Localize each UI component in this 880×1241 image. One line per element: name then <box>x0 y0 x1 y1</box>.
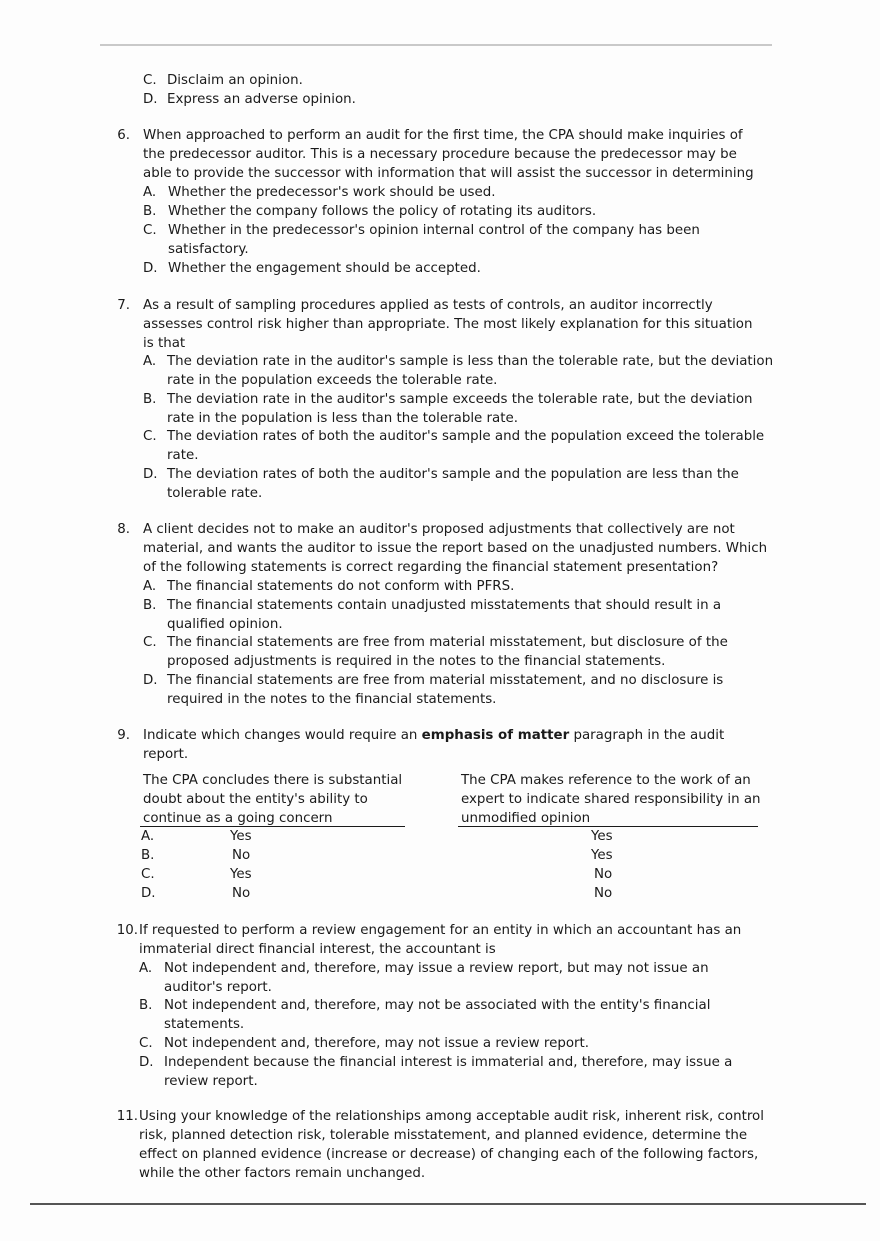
column-1-header-line: doubt about the entity's ability to <box>143 792 368 807</box>
option-text: The deviation rates of both the auditor's sample and the population are less than the <box>167 467 739 482</box>
option-text: qualified opinion. <box>167 617 283 632</box>
question-stem-line: A client decides not to make an auditor's proposed adjustments that collectively are not <box>143 522 735 537</box>
option-letter: B. <box>143 392 157 407</box>
column-1-header-line: The CPA concludes there is substantial <box>143 773 403 788</box>
question-stem-line <box>143 727 724 746</box>
column-2-header-line: expert to indicate shared responsibility in an <box>461 792 761 807</box>
option-letter: A. <box>143 185 157 200</box>
option-letter: B. <box>143 598 157 613</box>
row-col2-value: Yes <box>591 829 613 844</box>
option-letter: B. <box>139 998 153 1013</box>
question-stem-line: the predecessor auditor. This is a necessary procedure because the predecessor may be <box>143 147 737 162</box>
option-text: Disclaim an opinion. <box>167 73 303 88</box>
option-text: Whether the predecessor's work should be used. <box>168 185 496 200</box>
question-number: 8. <box>117 522 130 537</box>
option-text: The financial statements are free from material misstatement, but disclosure of the <box>167 635 728 650</box>
column-1-header-line: continue as a going concern <box>143 811 333 826</box>
column-2-header-line: unmodified opinion <box>461 811 591 826</box>
question-stem-line: immaterial direct financial interest, the accountant is <box>139 942 496 957</box>
footer-rule <box>30 1203 866 1205</box>
question-stem-line: When approached to perform an audit for the first time, the CPA should make inquiries of <box>143 128 743 143</box>
option-text: The financial statements contain unadjusted misstatements that should result in a <box>167 598 722 613</box>
column-1-underline <box>140 826 405 827</box>
question-stem-line: effect on planned evidence (increase or decrease) of changing each of the following factors, <box>139 1147 759 1162</box>
option-text: satisfactory. <box>168 242 249 257</box>
row-col1-value: No <box>232 848 251 863</box>
option-text: The financial statements are free from material misstatement, and no disclosure is <box>167 673 724 688</box>
question-stem-line: while the other factors remain unchanged. <box>139 1166 426 1181</box>
option-text: Whether the company follows the policy of rotating its auditors. <box>168 204 597 219</box>
header-rule <box>100 44 772 46</box>
question-stem-line: report. <box>143 747 189 762</box>
stem-emphasis: emphasis of matter <box>421 728 570 743</box>
option-text: Whether in the predecessor's opinion internal control of the company has been <box>168 223 700 238</box>
option-text: The deviation rate in the auditor's sample is less than the tolerable rate, but the deviation <box>167 354 774 369</box>
option-text: Not independent and, therefore, may issue a review report, but may not issue an <box>164 961 709 976</box>
stem-text: paragraph in the audit <box>569 728 725 743</box>
question-stem-line: risk, planned detection risk, tolerable misstatement, and planned evidence, determine the <box>139 1128 748 1143</box>
stem-text: Indicate which changes would require an <box>143 728 422 743</box>
option-letter: C. <box>143 635 157 650</box>
option-text: Not independent and, therefore, may not issue a review report. <box>164 1036 590 1051</box>
question-stem-line: material, and wants the auditor to issue the report based on the unadjusted numbers. Which <box>143 541 768 556</box>
option-letter: C. <box>143 73 157 88</box>
row-col2-value: No <box>594 867 613 882</box>
option-letter: D. <box>143 673 158 688</box>
option-text: The financial statements do not conform with PFRS. <box>167 579 515 594</box>
question-stem-line: Using your knowledge of the relationships among acceptable audit risk, inherent risk, control <box>139 1109 764 1124</box>
option-letter: D. <box>143 92 158 107</box>
row-letter: D. <box>141 886 156 901</box>
row-col1-value: Yes <box>230 829 252 844</box>
question-stem-line: able to provide the successor with information that will assist the successor in determining <box>143 166 754 181</box>
option-letter: D. <box>143 261 158 276</box>
row-letter: C. <box>141 867 155 882</box>
question-number: 10. <box>116 923 138 938</box>
option-text: tolerable rate. <box>167 486 263 501</box>
row-col2-value: No <box>594 886 613 901</box>
option-letter: A. <box>143 579 157 594</box>
question-stem-line: of the following statements is correct regarding the financial statement presentation? <box>143 560 719 575</box>
question-number: 11. <box>116 1109 138 1124</box>
option-text: required in the notes to the financial statements. <box>167 692 497 707</box>
option-letter: B. <box>143 204 157 219</box>
option-text: The deviation rate in the auditor's sample exceeds the tolerable rate, but the deviation <box>167 392 753 407</box>
question-number: 7. <box>117 298 130 313</box>
row-letter: B. <box>141 848 155 863</box>
option-text: statements. <box>164 1017 245 1032</box>
row-col2-value: Yes <box>591 848 613 863</box>
row-col1-value: No <box>232 886 251 901</box>
row-letter: A. <box>141 829 155 844</box>
option-text: rate. <box>167 448 199 463</box>
question-stem-line: If requested to perform a review engagement for an entity in which an accountant has an <box>139 923 742 938</box>
question-number: 6. <box>117 128 130 143</box>
option-letter: D. <box>143 467 158 482</box>
column-2-underline <box>458 826 758 827</box>
option-text: rate in the population exceeds the tolerable rate. <box>167 373 498 388</box>
option-letter: A. <box>143 354 157 369</box>
option-letter: C. <box>143 223 157 238</box>
option-letter: C. <box>143 429 157 444</box>
question-number: 9. <box>117 728 130 743</box>
option-text: rate in the population is less than the tolerable rate. <box>167 411 518 426</box>
option-letter: D. <box>139 1055 154 1070</box>
option-text: Independent because the financial interest is immaterial and, therefore, may issue a <box>164 1055 733 1070</box>
question-stem-line: is that <box>143 336 186 351</box>
option-letter: C. <box>139 1036 153 1051</box>
option-text: The deviation rates of both the auditor's sample and the population exceed the tolerable <box>167 429 765 444</box>
question-stem-line: As a result of sampling procedures applied as tests of controls, an auditor incorrectly <box>143 298 713 313</box>
row-col1-value: Yes <box>230 867 252 882</box>
option-text: Not independent and, therefore, may not be associated with the entity's financial <box>164 998 711 1013</box>
question-stem-line: assesses control risk higher than appropriate. The most likely explanation for this situation <box>143 317 753 332</box>
column-2-header-line: The CPA makes reference to the work of an <box>461 773 751 788</box>
option-text: auditor's report. <box>164 980 272 995</box>
option-text: Express an adverse opinion. <box>167 92 356 107</box>
option-text: Whether the engagement should be accepted. <box>168 261 481 276</box>
option-letter: A. <box>139 961 153 976</box>
option-text: review report. <box>164 1074 258 1089</box>
option-text: proposed adjustments is required in the notes to the financial statements. <box>167 654 666 669</box>
